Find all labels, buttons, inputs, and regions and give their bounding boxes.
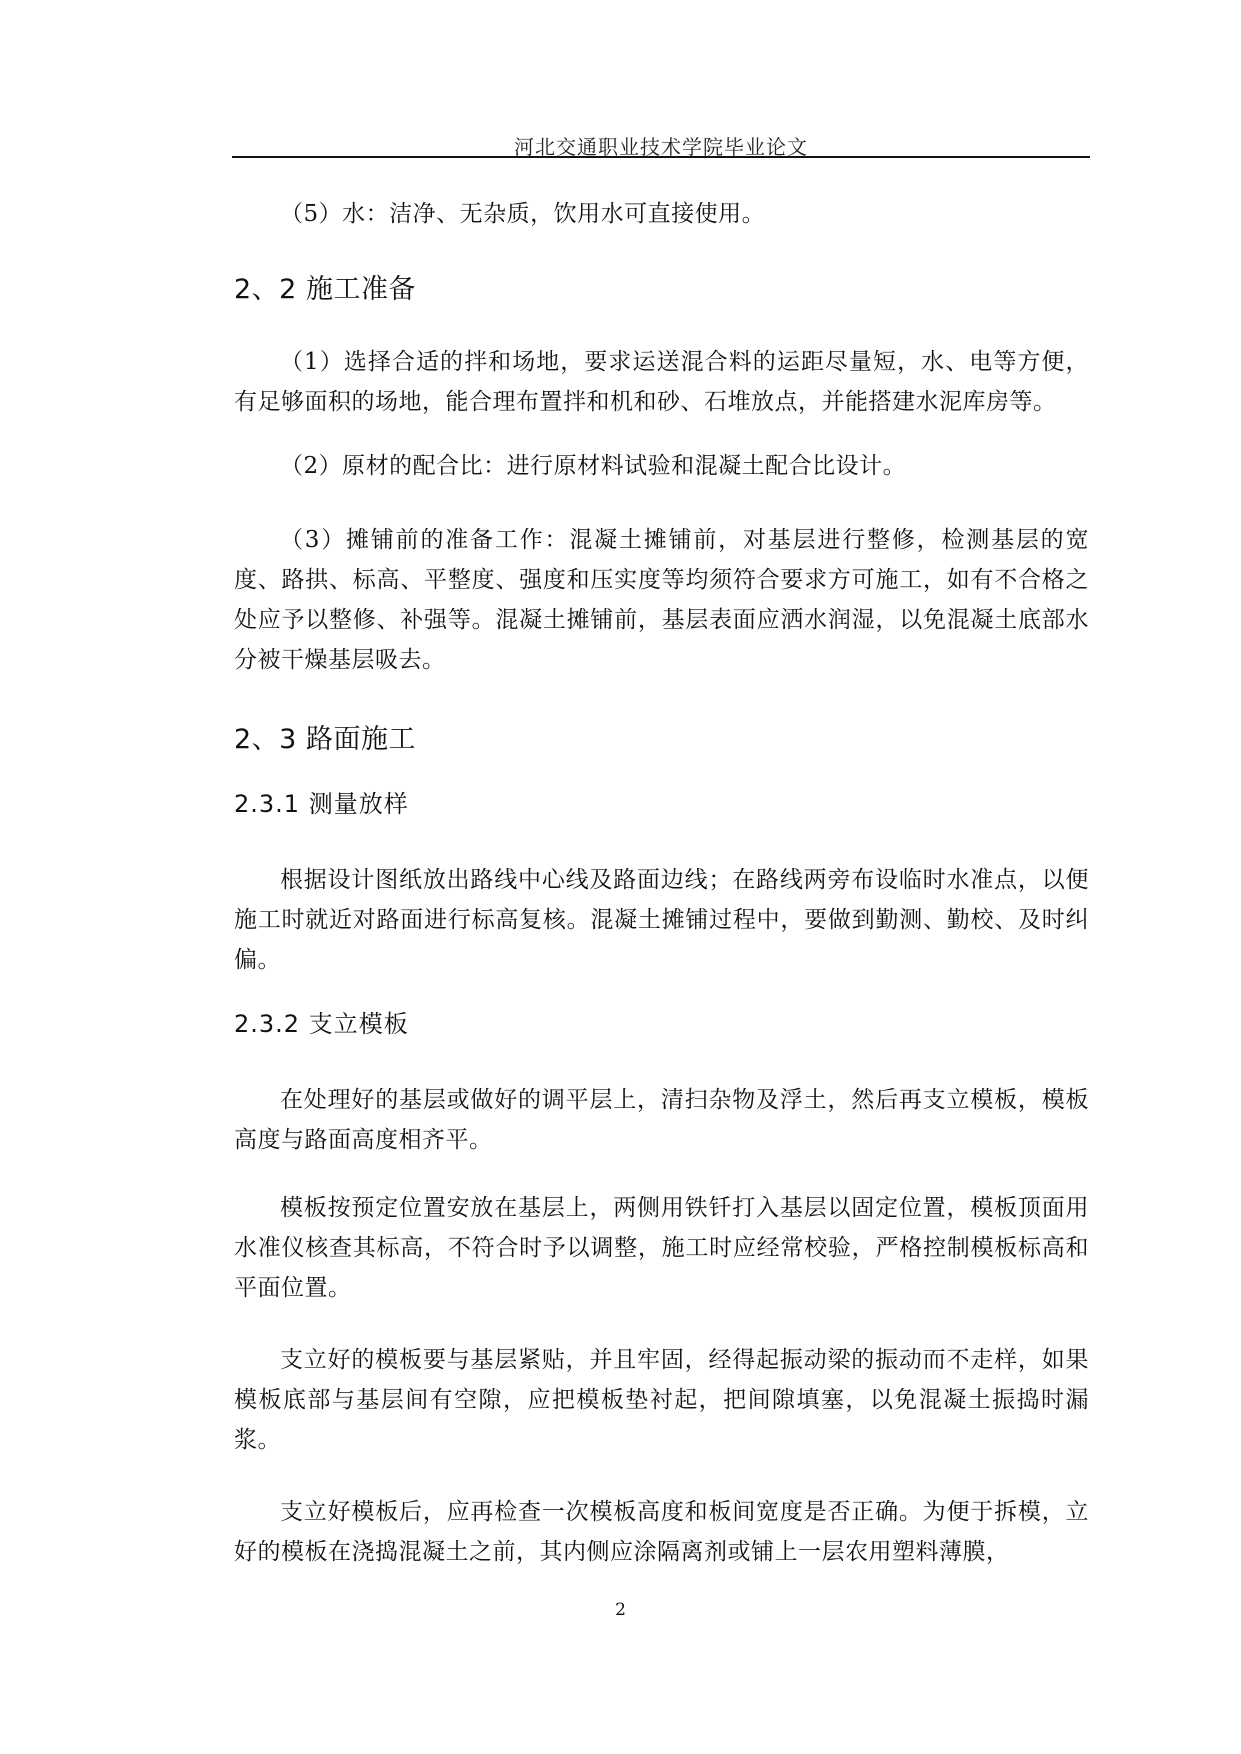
subsection-heading-2-3-1: 2.3.1 测量放样 <box>234 790 409 818</box>
body-paragraph <box>234 1340 1089 1460</box>
body-paragraph <box>234 1492 1089 1572</box>
body-paragraph <box>234 342 1089 422</box>
body-paragraph <box>234 194 1089 234</box>
section-heading-block <box>234 270 1089 310</box>
body-paragraph <box>234 860 1089 980</box>
paragraph-prep-1: （1）选择合适的拌和场地，要求运送混合料的运距尽量短，水、电等方便，有足够面积的场地，能合理布置拌和机和砂、石堆放点，并能搭建水泥库房等。 <box>234 349 1089 415</box>
section-heading-block <box>234 720 1089 760</box>
paragraph-water: （5）水：洁净、无杂质，饮用水可直接使用。 <box>280 201 766 227</box>
paragraph-form-3: 支立好的模板要与基层紧贴，并且牢固，经得起振动梁的振动而不走样，如果模板底部与基层间有空隙，应把模板垫衬起，把间隙填塞，以免混凝土振捣时漏浆。 <box>234 1347 1089 1453</box>
page-number: 2 <box>615 1600 626 1620</box>
subsection-heading-block <box>234 1005 1089 1043</box>
paragraph-prep-2: （2）原材的配合比：进行原材料试验和混凝土配合比设计。 <box>280 453 907 479</box>
paragraph-survey: 根据设计图纸放出路线中心线及路面边线；在路线两旁布设临时水准点，以便施工时就近对路面进行标高复核。混凝土摊铺过程中，要做到勤测、勤校、及时纠偏。 <box>234 867 1089 973</box>
paragraph-form-1: 在处理好的基层或做好的调平层上，清扫杂物及浮土，然后再支立模板，模板高度与路面高度相齐平。 <box>234 1087 1089 1153</box>
subsection-heading-2-3-2: 2.3.2 支立模板 <box>234 1010 409 1038</box>
body-paragraph <box>234 446 1089 486</box>
section-heading-2-2: 2、2 施工准备 <box>234 274 416 305</box>
section-heading-2-3: 2、3 路面施工 <box>234 724 416 755</box>
body-paragraph <box>234 1080 1089 1160</box>
subsection-heading-block <box>234 785 1089 823</box>
paragraph-prep-3: （3）摊铺前的准备工作：混凝土摊铺前，对基层进行整修，检测基层的宽度、路拱、标高、平整度、强度和压实度等均须符合要求方可施工，如有不合格之处应予以整修、补强等。混凝土摊铺前，基层表面应洒水润湿，以免混凝土底部水分被干燥基层吸去。 <box>234 527 1089 673</box>
paragraph-form-4: 支立好模板后，应再检查一次模板高度和板间宽度是否正确。为便于拆模，立好的模板在浇捣混凝土之前，其内侧应涂隔离剂或铺上一层农用塑料薄膜， <box>234 1499 1089 1565</box>
running-header: 河北交通职业技术学院毕业论文 <box>514 135 808 159</box>
body-paragraph <box>234 1188 1089 1308</box>
body-paragraph <box>234 520 1089 680</box>
paragraph-form-2: 模板按预定位置安放在基层上，两侧用铁钎打入基层以固定位置，模板顶面用水准仪核查其标高，不符合时予以调整，施工时应经常校验，严格控制模板标高和平面位置。 <box>234 1195 1089 1301</box>
header-rule <box>232 156 1090 158</box>
